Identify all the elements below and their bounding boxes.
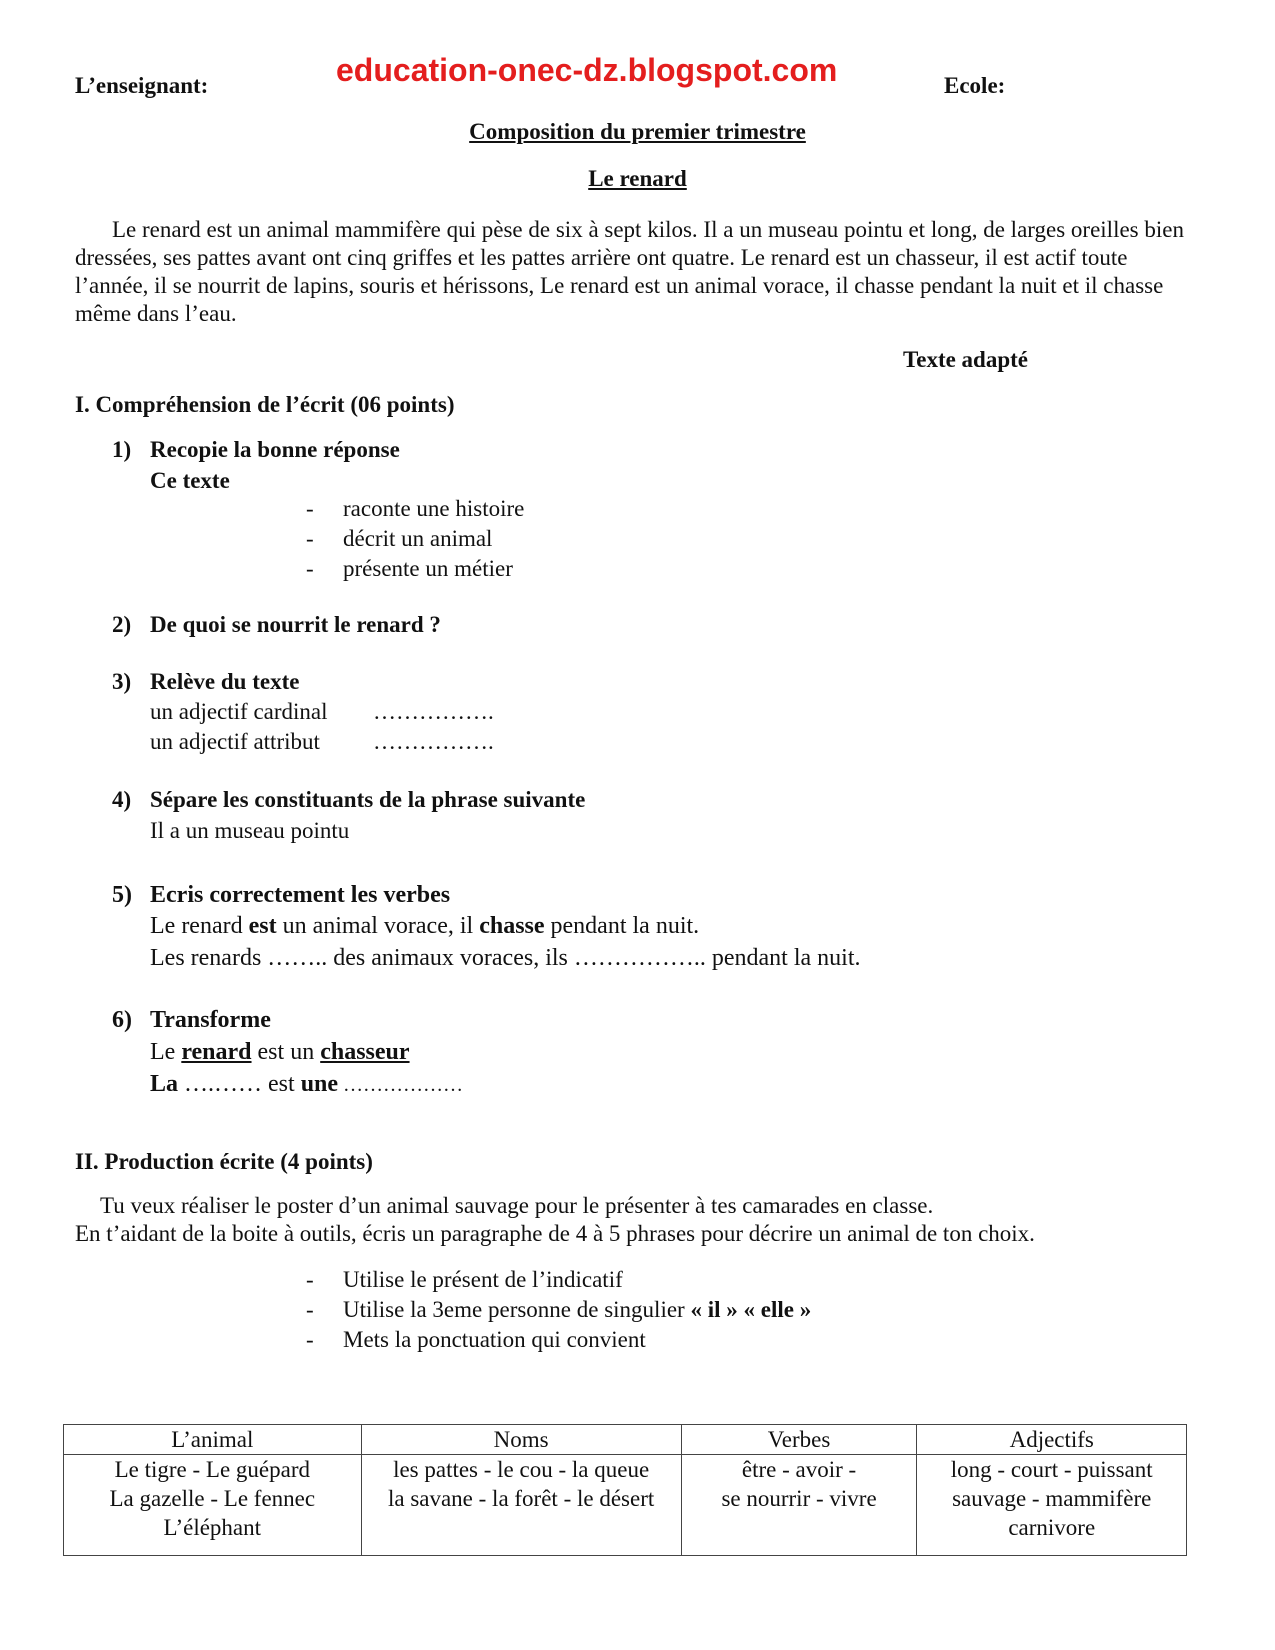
list-item: Le tigre - Le guépard <box>114 1457 310 1482</box>
q6-article-la: La <box>150 1071 179 1097</box>
q3-line1-blank: ……………. <box>373 699 494 724</box>
list-item: sauvage - mammifère <box>952 1486 1152 1511</box>
q6-s2-blank: ……………… <box>338 1074 464 1096</box>
instruction-2-pronouns: « il » « elle » <box>690 1297 812 1322</box>
list-item: long - court - puissant <box>950 1457 1153 1482</box>
toolbox-header-row <box>64 1425 1187 1455</box>
instruction-dash: - <box>306 1267 314 1292</box>
toolbox-header-verbes: Verbes <box>681 1425 917 1455</box>
toolbox-animals-cell <box>64 1455 362 1556</box>
q5-sentence-1 <box>150 913 699 940</box>
q6-s2-part: ….…… est <box>178 1071 301 1097</box>
instruction-dash: - <box>306 1297 314 1322</box>
q1-option-3: présente un métier <box>343 556 513 581</box>
q6-noun-chasseur: chasseur <box>320 1039 410 1065</box>
toolbox-adjectives-cell <box>917 1455 1187 1556</box>
q1-option-2: décrit un animal <box>343 526 493 551</box>
q5-title: Ecris correctement les verbes <box>150 882 451 908</box>
q1-option-dash: - <box>306 526 314 551</box>
q1-option-dash: - <box>306 556 314 581</box>
q6-title: Transforme <box>150 1007 271 1033</box>
q3-number: 3) <box>112 669 132 694</box>
q4-number: 4) <box>112 787 132 812</box>
instruction-1: Utilise le présent de l’indicatif <box>343 1267 623 1292</box>
toolbox-header-adjectifs: Adjectifs <box>917 1425 1187 1455</box>
instruction-3: Mets la ponctuation qui convient <box>343 1327 646 1352</box>
q6-sentence-1 <box>150 1039 410 1066</box>
q5-s1-part: un animal vorace, il <box>276 913 480 939</box>
list-item: se nourrir - vivre <box>721 1486 877 1511</box>
q6-s1-part: est un <box>251 1039 321 1065</box>
school-label: Ecole: <box>944 73 1006 98</box>
q1-number: 1) <box>112 437 132 462</box>
q3-title: Relève du texte <box>150 669 300 694</box>
list-item: carnivore <box>1008 1515 1096 1540</box>
teacher-label: L’enseignant: <box>75 73 209 98</box>
source-note: Texte adapté <box>903 347 1029 372</box>
toolbox-content-row <box>64 1455 1187 1556</box>
q6-s1-part: Le <box>150 1039 182 1065</box>
section-comprehension-title: I. Compréhension de l’écrit (06 points) <box>75 392 455 417</box>
instruction-2 <box>343 1297 811 1323</box>
q2-number: 2) <box>112 612 132 637</box>
watermark: education-onec-dz.blogspot.com <box>336 52 838 88</box>
list-item: L’éléphant <box>163 1515 262 1540</box>
q1-title: Recopie la bonne réponse <box>150 437 400 462</box>
q5-number: 5) <box>112 882 132 908</box>
production-intro-1: Tu veux réaliser le poster d’un animal sauvage pour le présenter à tes camarades en classe. <box>100 1193 934 1218</box>
q6-article-une: une <box>300 1071 339 1097</box>
toolbox-table <box>63 1424 1187 1556</box>
toolbox-nouns-cell <box>361 1455 681 1556</box>
list-item: La gazelle - Le fennec <box>109 1486 316 1511</box>
q5-sentence-2: Les renards …….. des animaux voraces, ils …………….. pendant la nuit. <box>150 945 861 971</box>
q5-s1-part: Le renard <box>150 913 249 939</box>
list-item: les pattes - le cou - la queue <box>393 1457 650 1482</box>
toolbox-header-animal: L’animal <box>64 1425 362 1455</box>
q1-subtitle: Ce texte <box>150 468 230 493</box>
q3-line2-blank: ……………. <box>373 729 494 754</box>
q3-line1-label: un adjectif cardinal <box>150 699 328 724</box>
toolbox-header-noms: Noms <box>361 1425 681 1455</box>
text-title: Le renard <box>588 166 687 191</box>
toolbox-verbs-cell <box>681 1455 917 1556</box>
exam-title: Composition du premier trimestre <box>469 119 806 144</box>
list-item: être - avoir - <box>741 1457 857 1482</box>
q4-sentence: Il a un museau pointu <box>150 818 350 843</box>
q5-verb-est: est <box>248 913 277 939</box>
q1-option-dash: - <box>306 496 314 521</box>
q6-number: 6) <box>112 1007 132 1033</box>
section-production-title: II. Production écrite (4 points) <box>75 1149 373 1174</box>
q5-verb-chasse: chasse <box>479 913 545 939</box>
q1-option-1: raconte une histoire <box>343 496 525 521</box>
q4-title: Sépare les constituants de la phrase suivante <box>150 787 586 812</box>
q3-line2-label: un adjectif attribut <box>150 729 320 754</box>
production-intro-2: En t’aidant de la boite à outils, écris un paragraphe de 4 à 5 phrases pour décrire un animal de ton choix. <box>75 1221 1035 1246</box>
q6-sentence-2 <box>150 1071 463 1098</box>
list-item: la savane - la forêt - le désert <box>387 1486 655 1511</box>
q6-noun-renard: renard <box>181 1039 252 1065</box>
q5-s1-part: pendant la nuit. <box>544 913 700 939</box>
q2-title: De quoi se nourrit le renard ? <box>150 612 441 637</box>
instruction-dash: - <box>306 1327 314 1352</box>
reading-passage: Le renard est un animal mammifère qui pèse de six à sept kilos. Il a un museau pointu et long, de larges oreilles bien dressées, ses pattes avant ont cinq griffes et les pattes arrière ont quatre. Le renard est un chasseur, il est actif toute l’année, il se nourrit de lapins, souris et hérissons, Le renard est un animal vorace, il chasse pendant la nuit et il chasse même dans l’eau. <box>75 217 1184 326</box>
instruction-2-text: Utilise la 3eme personne de singulier <box>343 1297 691 1322</box>
